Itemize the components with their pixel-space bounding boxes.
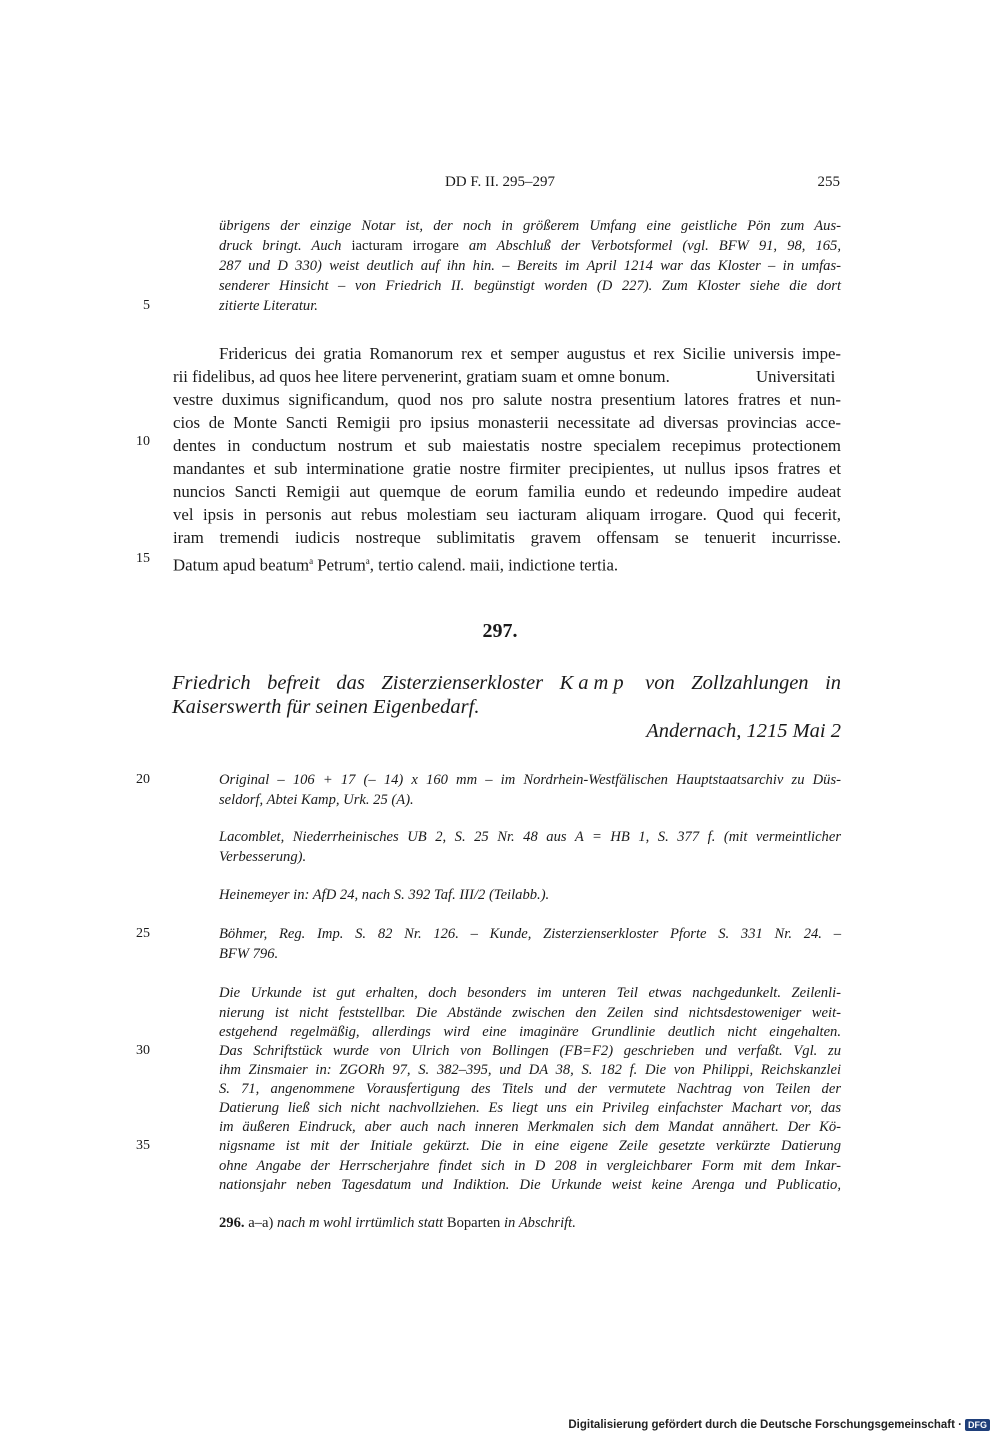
tradition-line: Original – 106 + 17 (– 14) x 160 mm – im Nordrhein-Westfälischen Hauptstaatsarchiv zu Düs- — [219, 772, 841, 788]
commentary-line: ihm Zinsmaier in: ZGORh 97, S. 382–395, und DA 38, S. 182 f. Die von Philippi, Reichskanzlei — [219, 1062, 841, 1078]
charter-line: nuncios Sancti Remigii aut quemque de eorum familia eundo et redeundo impedire audeat — [173, 482, 841, 501]
line-number: 5 — [143, 298, 150, 313]
apparatus-footnote: 296. a–a) nach m wohl irrtümlich statt Boparten in Abschrift. — [219, 1215, 576, 1231]
regest-line: Friedrich befreit das Zisterzienserkloster Kamp von Zollzahlungen in — [172, 672, 842, 694]
charter-line: mandantes et sub interminatione gratie nostre firmiter precipientes, ut nullus ipsos fratres et — [173, 459, 841, 478]
tradition-line: Böhmer, Reg. Imp. S. 82 Nr. 126. – Kunde, Zisterzienserkloster Pforte S. 331 Nr. 24. – — [219, 926, 841, 942]
commentary-line: nierung ist nicht feststellbar. Die Abstände zwischen den Zeilen sind nichtsdestoweniger weit- — [219, 1005, 841, 1021]
charter-line: dentes in conductum nostrum et sub maiestatis nostre specialem recepimus protectionem — [173, 436, 841, 455]
charter-line: vestre duximus significandum, quod nos pro salute nostra presentium latores fratres et nun- — [173, 390, 841, 409]
preamble-line: zitierte Literatur. — [219, 298, 318, 314]
digitization-credit: Digitalisierung gefördert durch die Deutsche Forschungsgemeinschaft · DFG — [568, 1419, 990, 1431]
footnote-marker: a — [365, 556, 370, 566]
dfg-logo-icon: DFG — [965, 1419, 990, 1431]
commentary-line: S. 71, angenommene Vorausfertigung des Titels und der vermutete Nachtrag von Teilen der — [219, 1081, 841, 1097]
commentary-line: estgehend regelmäßig, allerdings wird eine imaginäre Grundlinie deutlich nicht eingehalten. — [219, 1024, 841, 1040]
charter-line: Universitati — [756, 367, 836, 386]
commentary-line: nigsname ist mit der Initiale gekürzt. Die in eine eigene Zeile gesetzte verkürzte Datierung — [219, 1138, 841, 1154]
line-number: 35 — [136, 1138, 150, 1153]
preamble-line: senderer Hinsicht – von Friedrich II. begünstigt worden (D 227). Zum Kloster siehe die dort — [219, 278, 841, 294]
line-number: 15 — [136, 551, 150, 566]
preamble-line: übrigens der einzige Notar ist, der noch in größerem Umfang eine geistliche Pön zum Aus- — [219, 218, 841, 234]
preamble-line: druck bringt. Auch iacturam irrogare am Abschluß der Verbotsformel (vgl. BFW 91, 98, 165, — [219, 238, 842, 254]
running-header-title: DD F. II. 295–297 — [444, 174, 556, 190]
commentary-line: Die Urkunde ist gut erhalten, doch besonders im unteren Teil etwas nachgedunkelt. Zeilenli- — [219, 985, 841, 1001]
commentary-line: im äußeren Eindruck, aber auch nach inneren Merkmalen sich dem Mandat annähert. Der Kö- — [219, 1119, 841, 1135]
commentary-line: Datierung ließ sich nicht nachvollziehen. Es liegt uns ein Privileg einfachster Machart vor, das — [219, 1100, 841, 1116]
preamble-line: 287 und D 330) weist deutlich auf ihn hin. – Bereits im April 1214 war das Kloster – in umfas- — [219, 258, 841, 274]
page-number: 255 — [817, 174, 840, 190]
tradition-line: BFW 796. — [219, 946, 279, 962]
place-name: Kamp — [559, 672, 629, 694]
charter-line: Fridericus dei gratia Romanorum rex et semper augustus et rex Sicilie universis impe- — [219, 344, 841, 363]
footnote-marker: a — [309, 556, 314, 566]
charter-line: vel ipsis in personis aut rebus molestiam seu iacturam aliquam irrogare. Quod qui fecerit, — [173, 505, 841, 524]
line-number: 25 — [136, 926, 150, 941]
regest-date: Andernach, 1215 Mai 2 — [646, 720, 841, 742]
commentary-line: ohne Angabe der Herrscherjahre findet sich in D 208 in vergleichbarer Form mit dem Inkar- — [219, 1158, 841, 1174]
tradition-line: Verbesserung). — [219, 849, 307, 865]
charter-line: iram tremendi iudicis nostreque sublimitatis gravem offensam se tenuerit incurrisse. — [173, 528, 841, 547]
document-number: 297. — [482, 620, 518, 642]
line-number: 10 — [136, 434, 150, 449]
charter-line: rii fidelibus, ad quos hee litere pervenerint, gratiam suam et omne bonum. — [173, 367, 670, 386]
line-number: 20 — [136, 772, 150, 787]
tradition-line: Lacomblet, Niederrheinisches UB 2, S. 25 Nr. 48 aus A = HB 1, S. 377 f. (mit vermeintlicher — [219, 829, 841, 845]
charter-line: Datum apud beatum$^a$ Petrum$^a$, tertio calend. maii, indictione tertia. — [173, 555, 619, 575]
tradition-line: seldorf, Abtei Kamp, Urk. 25 (A). — [219, 792, 414, 808]
commentary-line: Das Schriftstück wurde von Ulrich von Bollingen (FB=F2) geschrieben und verfaßt. Vgl. zu — [219, 1043, 841, 1059]
commentary-line: nationsjahr neben Tagesdatum und Indiktion. Die Urkunde weist keine Arenga und Publicatio, — [219, 1177, 841, 1193]
line-number: 30 — [136, 1043, 150, 1058]
charter-line: cios de Monte Sancti Remigii pro ipsius monasterii necessitate ad diversas provincias acce- — [173, 413, 841, 432]
tradition-line: Heinemeyer in: AfD 24, nach S. 392 Taf. III/2 (Teilabb.). — [219, 887, 550, 903]
regest-line: Kaiserswerth für seinen Eigenbedarf. — [172, 696, 480, 718]
